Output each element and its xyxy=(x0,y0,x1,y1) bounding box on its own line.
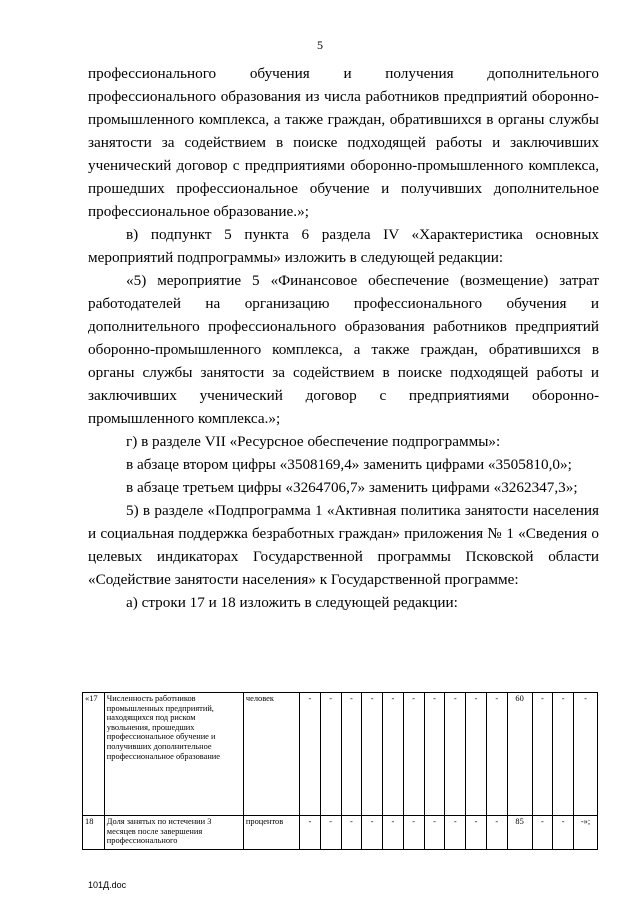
indicator-name: Доля занятых по истечении 3 месяцев после завершения профессионального xyxy=(104,816,243,850)
value-cell: - xyxy=(486,816,507,850)
indicator-name: Численность работников промышленных предприятий, находящихся под риском увольнения, прошедших профессиональное обучение и получивших дополнительное профессиональное образование xyxy=(104,693,243,816)
value-cell: - xyxy=(532,816,553,850)
paragraph-7: 5) в разделе «Подпрограмма 1 «Активная политика занятости населения и социальная поддержка безработных граждан» приложения № 1 «Сведения о целевых индикаторах Государственной программы Псковской области «Содействие занятости населения» к Государственной программе: xyxy=(88,502,599,588)
file-name-footer: 101Д.doc xyxy=(88,880,127,890)
value-cell: 60 xyxy=(507,693,532,816)
value-cell: - xyxy=(403,693,424,816)
paragraph-1: профессионального обучения и получения дополнительного профессионального образования из числа работников предприятий оборонно-промышленного комплекса, а также граждан, обратившихся в органы службы занятости за содействием в поиске подходящей работы и заключивших ученический договор с предприятиями оборонно-промышленного комплекса, прошедших профессиональное обучение и получивших дополнительное профессиональное образование.»; xyxy=(88,65,599,220)
value-cell: - xyxy=(532,693,553,816)
value-cell: - xyxy=(574,693,598,816)
value-cell: - xyxy=(320,693,341,816)
paragraph-8: а) строки 17 и 18 изложить в следующей редакции: xyxy=(126,594,458,611)
value-cell: 85 xyxy=(507,816,532,850)
value-cell: - xyxy=(341,693,362,816)
row-number: «17 xyxy=(83,693,105,816)
paragraph-5: в абзаце втором цифры «3508169,4» заменить цифрами «3505810,0»; xyxy=(126,456,572,473)
value-cell: - xyxy=(299,816,320,850)
value-cell: - xyxy=(341,816,362,850)
value-cell: - xyxy=(299,693,320,816)
document-body xyxy=(88,62,599,614)
table-row xyxy=(83,693,598,816)
paragraph-3: «5) мероприятие 5 «Финансовое обеспечение (возмещение) затрат работодателей на организацию профессионального обучения и дополнительного профессионального образования работников предприятий оборонно-промышленного комплекса, а также граждан, обратившихся в органы службы занятости за содействием в поиске подходящей работы и заключивших ученический договор с предприятиями оборонно-промышленного комплекса.»; xyxy=(88,272,599,427)
value-cell: - xyxy=(553,693,574,816)
value-cell: - xyxy=(445,693,466,816)
value-cell: - xyxy=(383,816,404,850)
value-cell: - xyxy=(466,693,487,816)
unit: человек xyxy=(243,693,299,816)
value-cell: - xyxy=(362,816,383,850)
paragraph-4: г) в разделе VII «Ресурсное обеспечение подпрограммы»: xyxy=(126,433,501,450)
paragraph-6: в абзаце третьем цифры «3264706,7» заменить цифрами «3262347,3»; xyxy=(126,479,578,496)
value-cell: - xyxy=(466,816,487,850)
value-cell: - xyxy=(403,816,424,850)
value-cell: - xyxy=(320,816,341,850)
value-cell: -»; xyxy=(574,816,598,850)
unit: процентов xyxy=(243,816,299,850)
row-number: 18 xyxy=(83,816,105,850)
table-row xyxy=(83,816,598,850)
value-cell: - xyxy=(424,693,445,816)
value-cell: - xyxy=(553,816,574,850)
value-cell: - xyxy=(424,816,445,850)
value-cell: - xyxy=(486,693,507,816)
value-cell: - xyxy=(445,816,466,850)
paragraph-2: в) подпункт 5 пункта 6 раздела IV «Характеристика основных мероприятий подпрограммы» изложить в следующей редакции: xyxy=(88,226,599,266)
page-number: 5 xyxy=(317,38,323,52)
indicators-table xyxy=(82,692,598,850)
value-cell: - xyxy=(362,693,383,816)
value-cell: - xyxy=(383,693,404,816)
